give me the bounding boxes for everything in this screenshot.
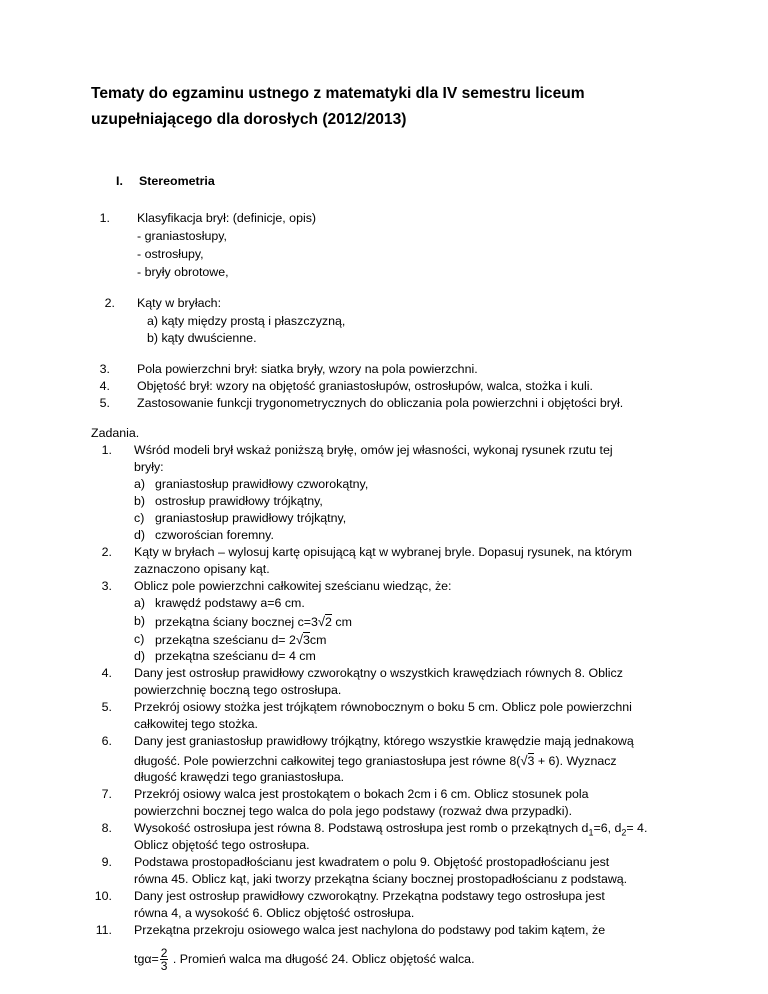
exercise-item-label: b) [134,614,146,628]
exercise-text: Przekrój osiowy walca jest prostokątem o bokach 2cm i 6 cm. Oblicz stosunek pola [134,787,589,801]
exercise-number: 8. [101,821,112,835]
exercise-number: 10. [94,889,112,903]
topic-number: 1. [99,211,110,225]
exercise-item-text: przekątna ściany bocznej c=3 [155,615,318,629]
topic-text: Zastosowanie funkcji trygonometrycznych do obliczania pola powierzchni i objętości brył. [137,396,624,410]
topic-sub: b) kąty dwuścienne. [147,331,257,345]
exercise-number: 3. [101,579,112,593]
sqrt-radicand: 3 [303,633,310,647]
exercise-item-label: d) [134,528,146,542]
exercise-text: powierzchni bocznej tego walca do pola jego podstawy (rozważ dwa przypadki). [134,804,573,818]
exercise-text: równa 45. Oblicz kąt, jaki tworzy przekątna ściany bocznej prostopadłościanu z podstawą. [134,872,628,886]
topic-sub: - graniastosłupy, [137,229,227,243]
exercise-text: Dany jest ostrosłup prawidłowy czworokątny o wszystkich krawędziach równych 8. Oblicz [134,666,623,680]
exercise-item-label: a) [134,596,146,610]
sqrt-expression: √3 [295,632,310,647]
exercise-number: 6. [101,734,112,748]
exercise-text: Dany jest ostrosłup prawidłowy czworokątny. Przekątna podstawy tego ostrosłupa jest [134,889,605,903]
exercise-text: Dany jest graniastosłup prawidłowy trójkątny, którego wszystkie krawędzie mają jednakową [134,734,634,748]
exercise-text [134,821,647,836]
subscript: 1 [588,827,594,838]
exercise-item-label: c) [134,632,145,646]
topic-sub: - ostrosłupy, [137,247,204,261]
exercise-text: Podstawa prostopadłościanu jest kwadratem o polu 9. Objętość prostopadłościanu jest [134,855,610,869]
exercise-item: przekątna sześcianu d= 4 cm [155,649,316,663]
topic-text: Klasyfikacja brył: (definicje, opis) [137,211,317,225]
exercise-text-part: długość. Pole powierzchni całkowitej tego graniastosłupa jest równe 8( [134,754,521,768]
exercise-item-label: c) [134,511,145,525]
exercise-number: 2. [101,545,112,559]
exercise-number: 1. [101,443,112,457]
sqrt-radicand: 2 [325,615,332,629]
document-title-line-2: uzupełniającego dla dorosłych (2012/2013) [91,111,407,128]
topic-number: 2. [104,296,115,310]
exercise-text-part: ). Wyznacz [555,754,617,768]
topic-number: 3. [99,362,110,376]
exercise-item: graniastosłup prawidłowy trójkątny, [155,511,347,525]
topic-text: Objętość brył: wzory na objętość graniastosłupów, ostrosłupów, walca, stożka i kuli. [137,379,593,393]
fraction-numerator: 2 [160,946,168,960]
exercise-text: równa 4, a wysokość 6. Oblicz objętość ostrosłupa. [134,906,415,920]
fraction [160,947,169,972]
exercise-text: bryły: [134,460,164,474]
topic-number: 4. [99,379,110,393]
exercise-text-part: . Promień walca ma długość 24. Oblicz objętość walca. [169,951,475,966]
exercise-text: Przekątna przekroju osiowego walca jest nachylona do podstawy pod takim kątem, że [134,923,606,937]
exercise-item: ostrosłup prawidłowy trójkątny, [155,494,323,508]
exercise-text-part: tgα= [134,951,159,966]
exercises-heading: Zadania. [91,426,140,440]
exercise-number: 7. [101,787,112,801]
fraction-denominator: 3 [160,959,168,973]
exercise-text: całkowitej tego stożka. [134,717,258,731]
sqrt-expression: √3 [520,753,535,768]
exercise-text [134,947,475,972]
sqrt-expression: √2 [317,614,332,629]
exercise-text: Oblicz pole powierzchni całkowitej sześcianu wiedząc, że: [134,579,452,593]
topic-text: Pola powierzchni brył: siatka bryły, wzory na pola powierzchni. [137,362,478,376]
exercise-item-label: b) [134,494,146,508]
exercise-item: krawędź podstawy a=6 cm. [155,596,305,610]
subscript: 2 [621,827,627,838]
topic-sub: a) kąty między prostą i płaszczyzną, [147,314,346,328]
sqrt-radicand: 3 [527,754,535,768]
exercise-item-label: d) [134,649,146,663]
exercise-text-part: + 6 [534,754,556,768]
section-number: I. [116,174,123,188]
exercise-number: 5. [101,700,112,714]
topic-sub: - bryły obrotowe, [137,265,229,279]
exercise-text: Przekrój osiowy stożka jest trójkątem równobocznym o boku 5 cm. Oblicz pole powierzchni [134,700,632,714]
topic-text: Kąty w bryłach: [137,296,222,310]
exercise-item [155,614,352,630]
exercise-text: Oblicz objętość tego ostrosłupa. [134,838,310,852]
exercise-item: czworościan foremny. [155,528,274,542]
exercise-text [134,753,617,769]
exercise-item-text: cm [331,615,352,629]
exercise-text-part: =6, d [593,821,622,835]
exercise-number: 11. [95,923,112,937]
exercise-item-text: cm [309,633,327,647]
exercise-item-text: przekątna sześcianu d= 2 [155,633,296,647]
exercise-text-part: Wysokość ostrosłupa jest równa 8. Podstawą ostrosłupa jest romb o przekątnych d [134,821,589,835]
exercise-text: Kąty w bryłach – wylosuj kartę opisującą kąt w wybranej bryle. Dopasuj rysunek, na którym [134,545,632,559]
document-title-line-1: Tematy do egzaminu ustnego z matematyki dla IV semestru liceum [91,85,585,102]
exercise-text: Wśród modeli brył wskaż poniższą bryłę, omów jej własności, wykonaj rysunek rzutu tej [134,443,613,457]
exercise-item [155,632,326,648]
exercise-item-label: a) [134,477,146,491]
exercise-text: długość krawędzi tego graniastosłupa. [134,770,345,784]
exercise-number: 4. [101,666,112,680]
section-title: Stereometria [139,174,215,188]
topic-number: 5. [99,396,110,410]
exercise-number: 9. [101,855,112,869]
exercise-text: zaznaczono opisany kąt. [134,562,270,576]
exercise-text: powierzchnię boczną tego ostrosłupa. [134,683,342,697]
exercise-text-part: = 4. [626,821,648,835]
exercise-item: graniastosłup prawidłowy czworokątny, [155,477,369,491]
